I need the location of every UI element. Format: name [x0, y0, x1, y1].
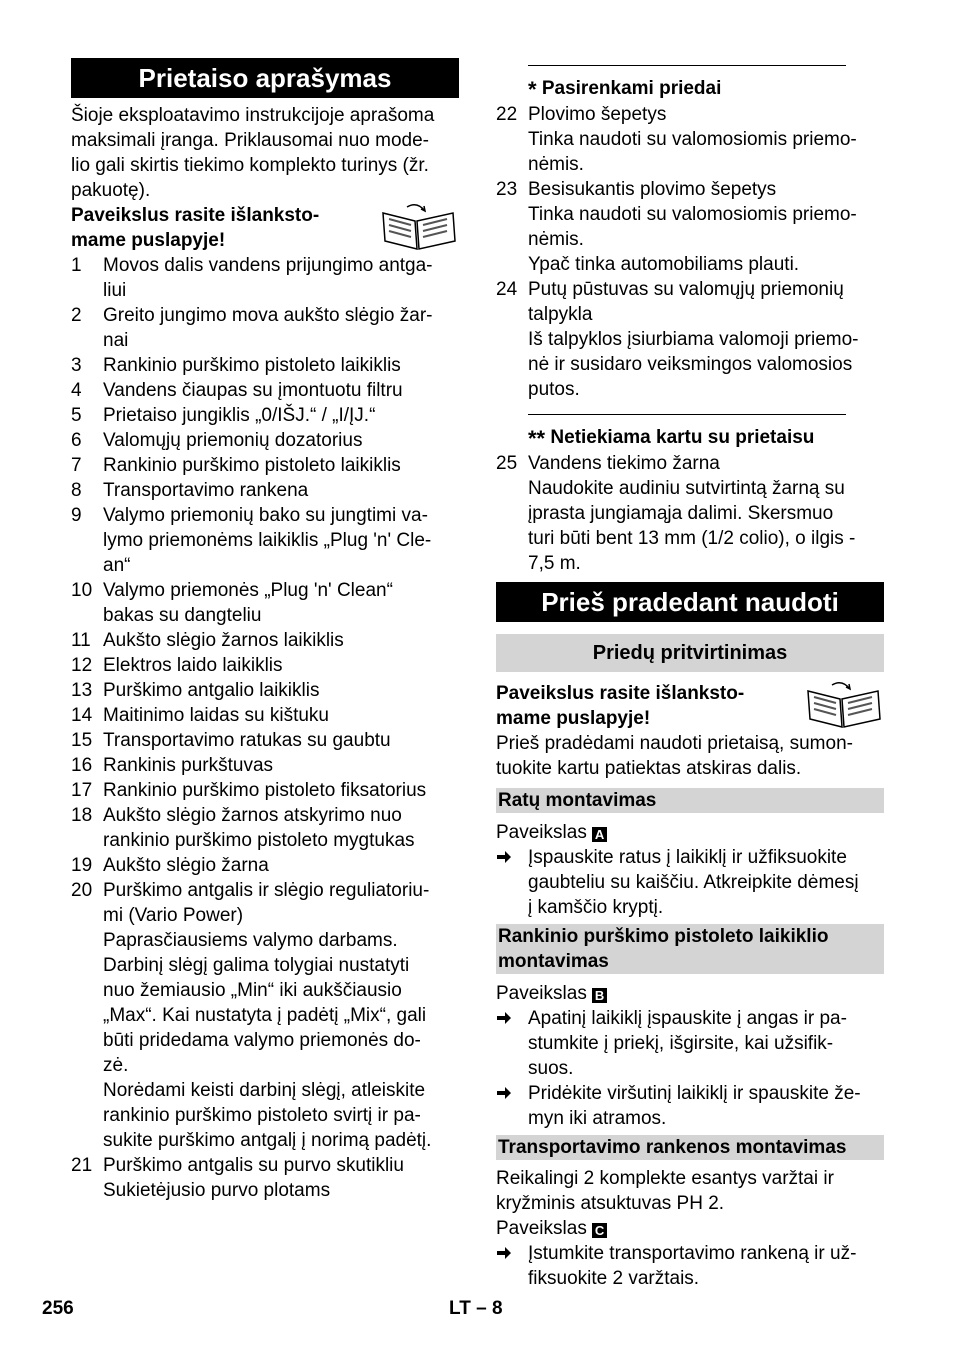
instruction-step-continuation: [496, 1106, 884, 1131]
instruction-step: [496, 1081, 884, 1106]
page-number: 256: [42, 1298, 74, 1319]
item-number: 19: [71, 855, 93, 876]
item-text: Purškimo antgalis ir slėgio reguliatoriu-: [103, 880, 430, 901]
item-text: Purškimo antgalio laikiklis: [103, 680, 320, 701]
item-text: Plovimo šepetys: [528, 104, 667, 125]
item-number: 17: [71, 780, 93, 801]
item-number: [496, 227, 528, 252]
item-text: būti pridedama valymo priemonės do-: [103, 1030, 421, 1051]
item-number: [496, 152, 528, 177]
not-supplied-title-text: Netiekiama kartu su prietaisu: [550, 427, 815, 448]
item-number: [496, 526, 528, 551]
step-indent: [496, 1056, 528, 1081]
instruction-step-continuation: [496, 1266, 884, 1291]
item-number: 18: [71, 805, 93, 826]
step-text: į kamščio kryptį.: [528, 897, 664, 918]
list-item-continuation: [496, 127, 884, 152]
item-number: [71, 1103, 103, 1128]
item-number: [71, 603, 103, 628]
handle-text: kryžminis atsuktuvas PH 2.: [496, 1193, 725, 1214]
item-text: putos.: [528, 379, 580, 400]
item-number: 6: [71, 430, 82, 451]
intro-line: maksimali įranga. Priklausomai nuo mode-: [71, 130, 429, 151]
intro-paragraph: [71, 103, 459, 203]
item-number: [496, 302, 528, 327]
item-number: 3: [71, 355, 82, 376]
figure-note-line: mame puslapyje!: [71, 230, 226, 251]
item-text: rankinio purškimo pistoleto svirtį ir pa-: [103, 1105, 421, 1126]
step-indent: [496, 1106, 528, 1131]
step-text: gaubteliu su kaiščiu. Atkreipkite dėmesį: [528, 872, 859, 893]
item-text: Rankinio purškimo pistoleto laikiklis: [103, 355, 401, 376]
item-number: [71, 553, 103, 578]
step-text: Įstumkite transportavimo rankeną ir už-: [528, 1243, 857, 1264]
item-text: Iš talpyklos įsiurbiama valomoji priemo-: [528, 329, 859, 350]
intro-line: pakuotę).: [71, 180, 151, 201]
item-text: Darbinį slėgį galima tolygiai nustatyti: [103, 955, 410, 976]
separator-line: [528, 65, 846, 66]
instruction-step: [496, 845, 884, 870]
list-item-continuation: [71, 278, 459, 303]
item-text: Naudokite audiniu sutvirtintą žarną su: [528, 478, 845, 499]
item-number: 21: [71, 1155, 93, 1176]
item-number: [71, 978, 103, 1003]
gun-holder-steps: [496, 1006, 884, 1131]
item-text: Ypač tinka automobiliams plauti.: [528, 254, 800, 275]
optional-accessories-title: [496, 76, 884, 102]
item-text: Prietaiso jungiklis „0/IŠJ.“ / „I/ĮJ.“: [103, 405, 376, 426]
item-number: [71, 1178, 103, 1203]
item-text: Tinka naudoti su valomosiomis priemo-: [528, 204, 857, 225]
item-text: an“: [103, 555, 131, 576]
optional-accessories-list: [496, 102, 884, 402]
item-number: 23: [496, 179, 518, 200]
item-number: [71, 278, 103, 303]
list-item-continuation: [71, 978, 459, 1003]
item-text: sukite purškimo antgalį į norimą padėtį.: [103, 1130, 432, 1151]
list-item: [496, 277, 884, 302]
list-item-continuation: [496, 352, 884, 377]
separator-line: [528, 414, 846, 415]
subheading-gun-holder: [496, 924, 884, 974]
list-item-continuation: [71, 1028, 459, 1053]
item-number: 24: [496, 279, 518, 300]
list-item-continuation: [496, 501, 884, 526]
item-number: [71, 1053, 103, 1078]
list-item-continuation: [71, 553, 459, 578]
figure-note-line: Paveikslus rasite išlanksto-: [496, 683, 745, 704]
item-number: 12: [71, 655, 93, 676]
handle-text: Reikalingi 2 komplekte esantys varžtai ir: [496, 1168, 834, 1189]
item-text: Rankinio purškimo pistoleto fiksatorius: [103, 780, 427, 801]
item-number: 14: [71, 705, 93, 726]
item-text: Greito jungimo mova aukšto slėgio žar-: [103, 305, 433, 326]
not-supplied-title: [496, 425, 884, 451]
list-item: [71, 1153, 459, 1178]
intro-line: lio gali skirtis tiekimo komplekto turinys (žr.: [71, 155, 429, 176]
item-number: 7: [71, 455, 82, 476]
footer-section: LT – 8: [449, 1298, 503, 1319]
item-text: Paprasčiausiems valymo darbams.: [103, 930, 398, 951]
list-item-continuation: [496, 202, 884, 227]
list-item-continuation: [71, 1128, 459, 1153]
list-item-continuation: [71, 1078, 459, 1103]
list-item: [496, 177, 884, 202]
step-text: myn iki atramos.: [528, 1108, 667, 1129]
list-item: [71, 653, 459, 678]
list-item: [71, 503, 459, 528]
figure-note: [496, 681, 884, 731]
item-number: 10: [71, 580, 93, 601]
list-item: [71, 678, 459, 703]
item-text: Maitinimo laidas su kištuku: [103, 705, 329, 726]
item-text: Movos dalis vandens prijungimo antga-: [103, 255, 433, 276]
list-item: [71, 703, 459, 728]
item-text: talpykla: [528, 304, 593, 325]
instruction-step-continuation: [496, 870, 884, 895]
list-item-continuation: [71, 828, 459, 853]
step-indent: [496, 1266, 528, 1291]
item-number: 9: [71, 505, 82, 526]
step-text: stumkite į priekį, išgirsite, kai užsifik-: [528, 1033, 834, 1054]
list-item-continuation: [71, 603, 459, 628]
item-text: 7,5 m.: [528, 553, 581, 574]
item-number: 1: [71, 255, 82, 276]
step-text: suos.: [528, 1058, 574, 1079]
instruction-step-continuation: [496, 895, 884, 920]
optional-title-text: Pasirenkami priedai: [541, 78, 722, 99]
figure-letter-badge: B: [592, 988, 607, 1003]
subheading-accessories: Priedų pritvirtinimas: [496, 634, 884, 672]
item-text: Valymo priemonės „Plug 'n' Clean“: [103, 580, 393, 601]
list-item-continuation: [496, 526, 884, 551]
item-text: nai: [103, 330, 129, 351]
item-number: [71, 928, 103, 953]
list-item-continuation: [496, 377, 884, 402]
item-number: [71, 903, 103, 928]
list-item-continuation: [496, 152, 884, 177]
subheading-handle: Transportavimo rankenos montavimas: [496, 1135, 884, 1160]
open-book-icon: [802, 681, 884, 729]
item-number: 4: [71, 380, 82, 401]
item-text: Sukietėjusio purvo plotams: [103, 1180, 331, 1201]
item-text: Rankinis purkštuvas: [103, 755, 274, 776]
list-item-continuation: [71, 953, 459, 978]
item-text: „Max“. Kai nustatyta į padėtį „Mix“, gali: [103, 1005, 427, 1026]
section-heading-description: Prietaiso aprašymas: [71, 58, 459, 98]
step-text: Pridėkite viršutinį laikiklį ir spauskite že-: [528, 1083, 861, 1104]
item-text: Vandens čiaupas su įmontuotu filtru: [103, 380, 403, 401]
item-number: 20: [71, 880, 93, 901]
list-item-continuation: [496, 327, 884, 352]
item-text: Aukšto slėgio žarna: [103, 855, 269, 876]
before-use-text: Prieš pradėdami naudoti prietaisą, sumon-: [496, 733, 853, 754]
item-number: [496, 202, 528, 227]
item-text: Transportavimo ratukas su gaubtu: [103, 730, 391, 751]
item-number: [496, 551, 528, 576]
list-item: [71, 478, 459, 503]
step-text: Įspauskite ratus į laikiklį ir užfiksuokite: [528, 847, 847, 868]
list-item-continuation: [496, 227, 884, 252]
list-item: [71, 453, 459, 478]
figure-note-line: mame puslapyje!: [496, 708, 651, 729]
subheading-line: montavimas: [498, 951, 609, 972]
list-item: [71, 578, 459, 603]
arrow-right-icon: [496, 1006, 528, 1031]
figure-note-line: Paveikslus rasite išlanksto-: [71, 205, 320, 226]
item-text: Valomųjų priemonių dozatorius: [103, 430, 363, 451]
left-column: [71, 0, 459, 1203]
before-use-text: tuokite kartu patiektas atskiras dalis.: [496, 758, 802, 779]
figure-reference: Paveikslas A: [496, 820, 884, 845]
item-text: Aukšto slėgio žarnos atskyrimo nuo: [103, 805, 402, 826]
list-item: [71, 803, 459, 828]
item-number: 22: [496, 104, 518, 125]
list-item: [71, 303, 459, 328]
list-item-continuation: [71, 328, 459, 353]
asterisk-mark: *: [528, 77, 537, 102]
instruction-step: [496, 1241, 884, 1266]
double-asterisk-mark: **: [528, 426, 546, 451]
item-number: 11: [71, 630, 91, 651]
list-item: [71, 428, 459, 453]
list-item-continuation: [496, 476, 884, 501]
item-number: [496, 352, 528, 377]
figure-reference: Paveikslas C: [496, 1216, 884, 1241]
list-item: [71, 403, 459, 428]
list-item: [71, 753, 459, 778]
list-item-continuation: [496, 551, 884, 576]
parts-list: [71, 253, 459, 1203]
item-text: Norėdami keisti darbinį slėgį, atleiskite: [103, 1080, 426, 1101]
subheading-wheels: Ratų montavimas: [496, 788, 884, 813]
list-item-continuation: [71, 1103, 459, 1128]
figure-letter-badge: A: [592, 827, 607, 842]
open-book-icon: [377, 203, 459, 251]
list-item-continuation: [71, 1003, 459, 1028]
item-number: [496, 377, 528, 402]
item-number: [71, 1003, 103, 1028]
step-text: Apatinį laikiklį įspauskite į angas ir pa-: [528, 1008, 847, 1029]
item-text: lymo priemonėms laikiklis „Plug 'n' Cle-: [103, 530, 432, 551]
list-item-continuation: [71, 1178, 459, 1203]
section-heading-before-use: Prieš pradedant naudoti: [496, 582, 884, 622]
item-text: rankinio purškimo pistoleto mygtukas: [103, 830, 415, 851]
instruction-step-continuation: [496, 1056, 884, 1081]
item-number: 5: [71, 405, 82, 426]
step-indent: [496, 895, 528, 920]
item-number: [71, 953, 103, 978]
item-text: zė.: [103, 1055, 129, 1076]
item-number: 16: [71, 755, 93, 776]
list-item-continuation: [496, 252, 884, 277]
list-item: [71, 628, 459, 653]
list-item-continuation: [71, 528, 459, 553]
item-text: Besisukantis plovimo šepetys: [528, 179, 777, 200]
list-item: [71, 778, 459, 803]
item-number: [71, 328, 103, 353]
item-text: bakas su dangteliu: [103, 605, 262, 626]
list-item-continuation: [71, 903, 459, 928]
list-item: [71, 378, 459, 403]
item-number: [71, 1128, 103, 1153]
item-text: Vandens tiekimo žarna: [528, 453, 720, 474]
item-number: [496, 327, 528, 352]
subheading-line: Rankinio purškimo pistoleto laikiklio: [498, 926, 829, 947]
item-number: [71, 1078, 103, 1103]
step-indent: [496, 1031, 528, 1056]
list-item-continuation: [71, 1053, 459, 1078]
item-number: 8: [71, 480, 82, 501]
item-number: 15: [71, 730, 93, 751]
intro-line: Šioje eksploatavimo instrukcijoje aprašoma: [71, 105, 435, 126]
item-number: [71, 828, 103, 853]
list-item-continuation: [496, 302, 884, 327]
list-item-continuation: [71, 928, 459, 953]
step-text: fiksuokite 2 varžtais.: [528, 1268, 700, 1289]
item-text: nėmis.: [528, 229, 584, 250]
list-item: [71, 853, 459, 878]
item-text: liui: [103, 280, 127, 301]
list-item: [71, 878, 459, 903]
instruction-step: [496, 1006, 884, 1031]
figure-letter-badge: C: [592, 1223, 607, 1238]
item-number: [71, 528, 103, 553]
item-text: Purškimo antgalis su purvo skutikliu: [103, 1155, 404, 1176]
item-number: [71, 1028, 103, 1053]
item-text: turi būti bent 13 mm (1/2 colio), o ilgis -: [528, 528, 856, 549]
item-text: Putų pūstuvas su valomųjų priemonių: [528, 279, 844, 300]
arrow-right-icon: [496, 845, 528, 870]
item-number: 25: [496, 453, 518, 474]
item-number: [496, 127, 528, 152]
item-text: Aukšto slėgio žarnos laikiklis: [103, 630, 344, 651]
item-text: Tinka naudoti su valomosiomis priemo-: [528, 129, 857, 150]
item-text: Transportavimo rankena: [103, 480, 309, 501]
instruction-step-continuation: [496, 1031, 884, 1056]
list-item: [71, 728, 459, 753]
list-item: [496, 451, 884, 476]
item-text: Elektros laido laikiklis: [103, 655, 283, 676]
item-text: nė ir susidaro veiksmingos valomosios: [528, 354, 853, 375]
item-text: nuo žemiausio „Min“ iki aukščiausio: [103, 980, 402, 1001]
arrow-right-icon: [496, 1241, 528, 1266]
figure-note: [71, 203, 459, 253]
item-text: Valymo priemonių bako su jungtimi va-: [103, 505, 428, 526]
item-number: 2: [71, 305, 82, 326]
item-number: [496, 252, 528, 277]
item-text: mi (Vario Power): [103, 905, 244, 926]
item-text: nėmis.: [528, 154, 584, 175]
item-text: Rankinio purškimo pistoleto laikiklis: [103, 455, 401, 476]
list-item: [496, 102, 884, 127]
wheels-steps: [496, 845, 884, 920]
not-supplied-list: [496, 451, 884, 576]
item-number: [496, 476, 528, 501]
arrow-right-icon: [496, 1081, 528, 1106]
step-indent: [496, 870, 528, 895]
list-item: [71, 353, 459, 378]
item-number: 13: [71, 680, 93, 701]
item-number: [496, 501, 528, 526]
list-item: [71, 253, 459, 278]
figure-reference: Paveikslas B: [496, 981, 884, 1006]
handle-steps: [496, 1241, 884, 1291]
right-column: [496, 0, 884, 1291]
item-text: įprasta jungiamąja dalimi. Skersmuo: [528, 503, 834, 524]
